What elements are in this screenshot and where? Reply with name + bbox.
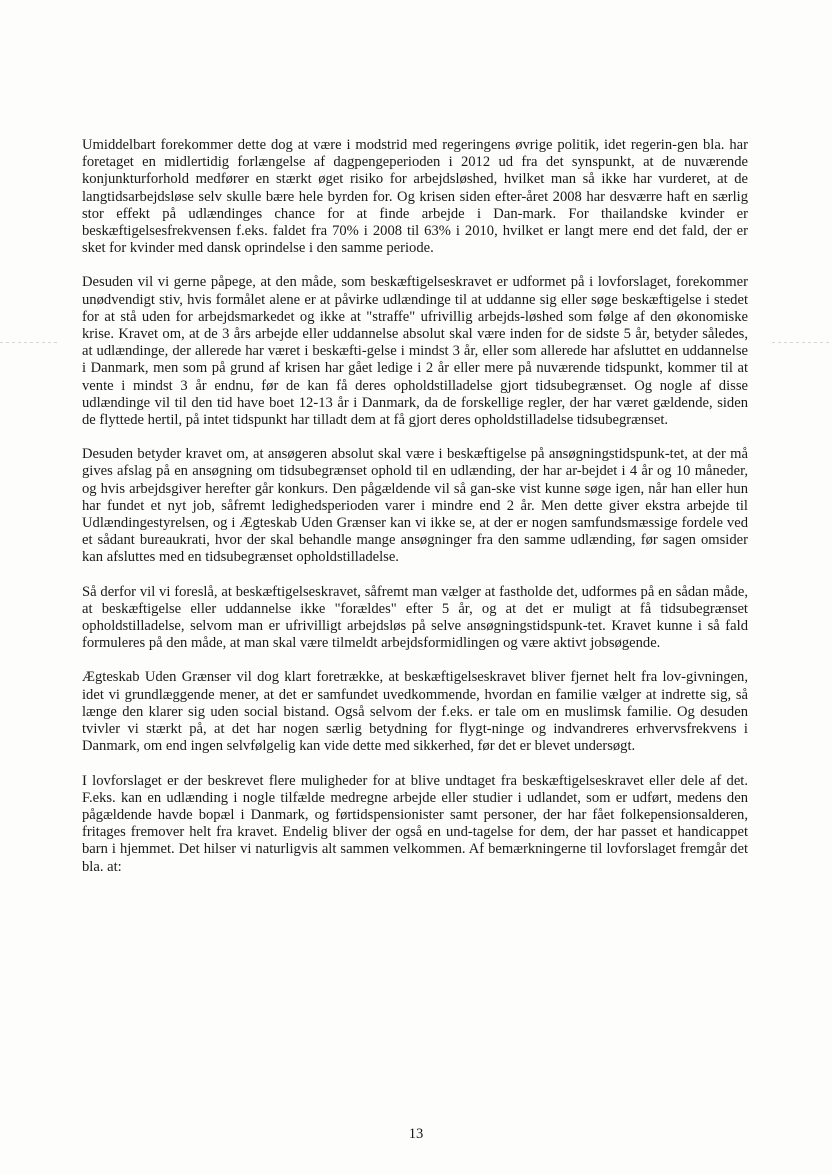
paragraph-3: Desuden betyder kravet om, at ansøgeren absolut skal være i beskæftigelse på ansøgningstidspunk-tet, at der må gives afslag på en ansøgning om tidsubegrænset ophold til en udlænding, der har ar-bejdet i 4 år og 10 måneder, og hvis arbejdsgiver herefter går konkurs. Den pågældende vil så gan-ske vist kunne søge igen, når han eller hun har fundet et nyt job, såfremt ledighedsperioden varer i mindre end 2 år. Men dette giver ekstra arbejde til Udlændingestyrelsen, og i Ægteskab Uden Grænser kan vi ikke se, at der er nogen samfundsmæssige fordele ved et sådant bureaukrati, hvor der skal behandle mange ansøgninger fra den samme udlænding, før sagen omsider kan afsluttes med en tidsubegrænset opholdstilladelse.	[82, 446, 748, 566]
paragraph-1: Umiddelbart forekommer dette dog at være i modstrid med regeringens øvrige politik, idet regerin-gen bla. har foretaget en midlertidig forlængelse af dagpengeperioden i 2012 ud fra det synspunkt, at de nuværende konjunkturforhold medfører en stærkt øget risiko for arbejdsløshed, hvilket man så ikke har vurderet, at de langtidsarbejdsløse selv skulle bære hele byrden for. Og krisen siden efter-året 2008 har desværre haft en særlig stor effekt på udlændinges chance for at finde arbejde i Dan-mark. For thailandske kvinder er beskæftigelsesfrekvensen f.eks. faldet fra 70% i 2008 til 63% i 2010, hvilket er langt mere end det fald, der er sket for kvinder med dansk oprindelse i den samme periode.	[82, 137, 748, 257]
page-number: 13	[408, 1126, 424, 1142]
paragraph-5: Ægteskab Uden Grænser vil dog klart foretrække, at beskæftigelseskravet bliver fjernet helt fra lov-givningen, idet vi grundlæggende mener, at det er samfundet uvedkommende, hvordan en familie vælger at indrette sig, så længe den klarer sig uden social bistand. Også selvom der f.eks. er tale om en muslimsk familie. Og desuden tvivler vi stærkt på, at det har nogen særlig betydning for flygt-ninge og indvandreres erhvervsfrekvens i Danmark, om end ingen selvfølgelig kan vide dette med sikkerhed, før det er blevet undersøgt.	[82, 669, 748, 755]
scan-artifact-left	[0, 342, 60, 343]
paragraph-2: Desuden vil vi gerne påpege, at den måde, som beskæftigelseskravet er udformet på i lovforslaget, forekommer unødvendigt stiv, hvis formålet alene er at påvirke udlændinge til at uddanne sig eller søge beskæftigelse i stedet for at stå uden for arbejdsmarkedet og ikke at "straffe" ufrivillig arbejds-løshed som følge af den økonomiske krise. Kravet om, at de 3 års arbejde eller uddannelse absolut skal være inden for de sidste 5 år, betyder således, at udlændinge, der allerede har været i beskæfti-gelse i mindst 3 år, eller som allerede har afsluttet en uddannelse i Danmark, men som på grund af krisen har gået ledige i 2 år eller mere på nuværende tidspunkt, kommer til at vente i mindst 3 år endnu, før de kan få deres opholdstilladelse gjort tidsubegrænset. Og nogle af disse udlændinge vil til den tid have boet 12-13 år i Danmark, da de forskellige regler, der har været gældende, siden de flyttede hertil, på intet tidspunkt har tilladt dem at få gjort deres opholdstilladelse tidsubegrænset.	[82, 274, 748, 429]
paragraph-4: Så derfor vil vi foreslå, at beskæftigelseskravet, såfremt man vælger at fastholde det, udformes på en sådan måde, at beskæftigelse eller uddannelse ikke "forældes" efter 5 år, og at det er muligt at få tidsubegrænset opholdstilladelse, selvom man er ufrivilligt arbejdsløs på selve ansøgningstidspunk-tet. Kravet kunne i så fald formuleres på den måde, at man skal være tilmeldt arbejdsformidlingen og være aktivt jobsøgende.	[82, 583, 748, 652]
body-text	[82, 137, 748, 893]
scan-artifact-right	[772, 342, 832, 343]
paragraph-6: I lovforslaget er der beskrevet flere muligheder for at blive undtaget fra beskæftigelseskravet eller dele af det. F.eks. kan en udlænding i nogle tilfælde medregne arbejde eller studier i udlandet, som er udført, medens den pågældende havde bopæl i Danmark, og førtidspensionister samt personer, der har fået folkepensionsalderen, fritages fremover helt fra kravet. Endelig bliver der også en und-tagelse for dem, der har passet et handicappet barn i hjemmet. Det hilser vi naturligvis alt sammen velkommen. Af bemærkningerne til lovforslaget fremgår det bla. at:	[82, 772, 748, 875]
